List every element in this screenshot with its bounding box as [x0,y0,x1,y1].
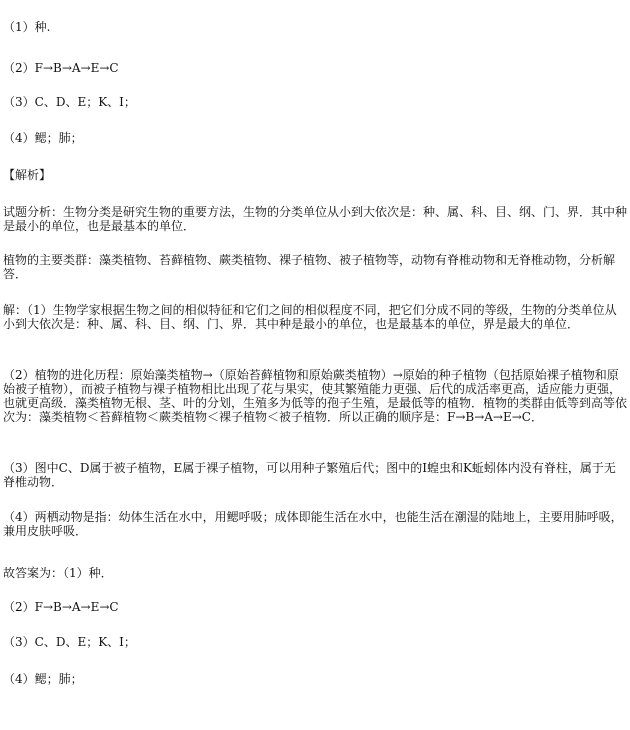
solution-part-3: （3）图中C、D属于被子植物，E属于裸子植物，可以用种子繁殖后代；图中的I蝗虫和K蚯蚓体内没有脊柱，属于无脊椎动物． [3,461,616,489]
final-answer-2: （2）F→B→A→E→C [3,600,119,614]
answer-line-4: （4）鳃；肺； [3,131,83,145]
solution-part-2: （2）植物的进化历程：原始藻类植物→（原始苔藓植物和原始蕨类植物）→原始的种子植物（包括原始裸子植物和原始被子植物），而被子植物与裸子植物相比出现了花与果实，使其繁殖能力更强、后代的成活率更高，适应能力更强，也就更高级．藻类植物无根、茎、叶的分划，生殖多为低等的孢子生殖，是最低等的植物．植物的类群由低等到高等依次为：藻类植物＜苔藓植物＜蕨类植物＜裸子植物＜被子植物．所以正确的顺序是：F→B→A→E→C． [3,368,628,424]
analysis-intro: 试题分析：生物分类是研究生物的重要方法，生物的分类单位从小到大依次是：种、属、科、目、纲、门、界．其中种是最小的单位，也是最基本的单位． [3,205,628,233]
final-answer-4: （4）鳃；肺； [3,672,83,686]
solution-part-1: 解：（1）生物学家根据生物之间的相似特征和它们之间的相似程度不同，把它们分成不同的等级，生物的分类单位从小到大依次是：种、属、科、目、纲、门、界．其中种是最小的单位，也是最基本的单位，界是最大的单位． [3,303,617,331]
answer-line-2: （2）F→B→A→E→C [3,61,119,75]
solution-part-4: （4）两栖动物是指：幼体生活在水中，用鳃呼吸；成体即能生活在水中，也能生活在潮湿的陆地上，主要用肺呼吸，兼用皮肤呼吸． [3,510,623,538]
plant-groups-paragraph: 植物的主要类群：藻类植物、苔藓植物、蕨类植物、裸子植物、被子植物等，动物有脊椎动物和无脊椎动物，分析解答． [3,253,616,281]
final-answer-3: （3）C、D、E；K、I； [3,635,136,649]
final-answer-intro: 故答案为：（1）种． [3,566,113,580]
analysis-header: 【解析】 [3,168,52,182]
answer-line-1: （1）种. [3,20,51,34]
answer-line-3: （3）C、D、E；K、I； [3,95,136,109]
